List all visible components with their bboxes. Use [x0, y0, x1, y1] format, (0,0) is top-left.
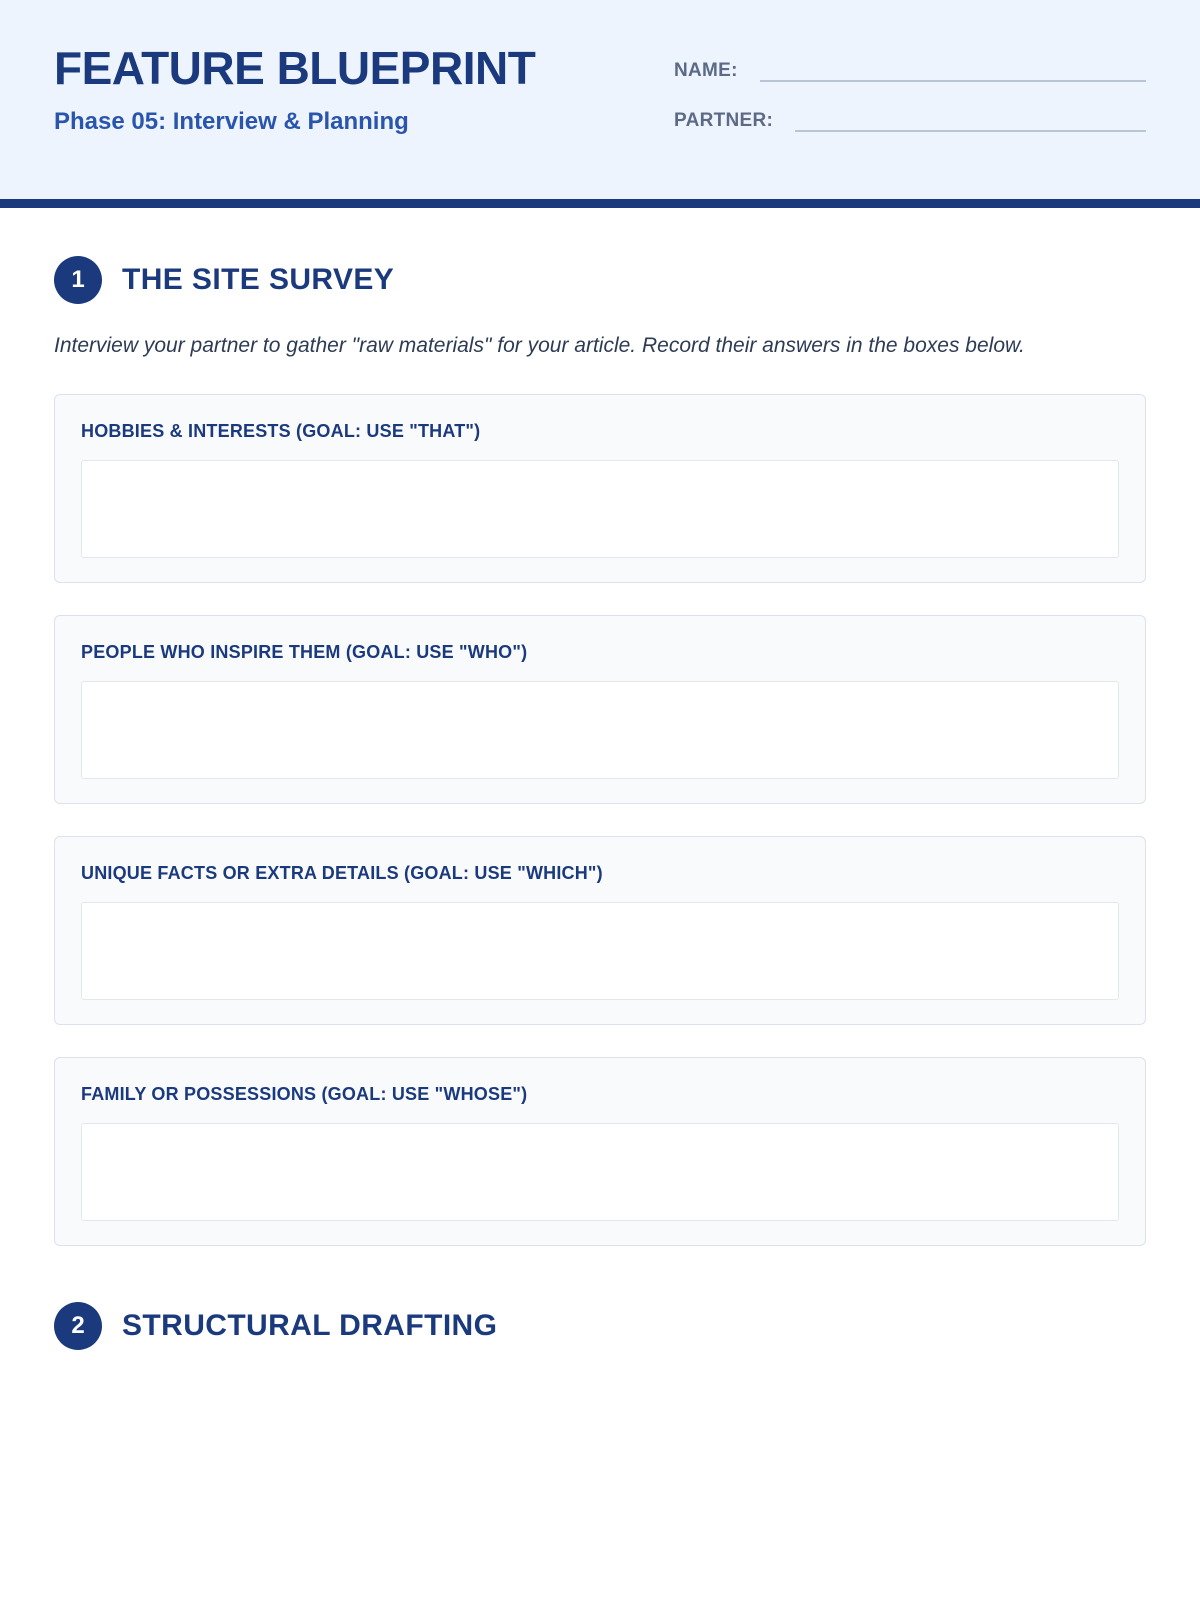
page-subtitle: Phase 05: Interview & Planning: [54, 108, 409, 136]
section-header-site-survey: [54, 256, 1146, 304]
header-field-group: [674, 44, 1146, 158]
name-field-row: [674, 58, 1146, 82]
document-body: [0, 256, 1200, 1350]
prompt-label: PEOPLE WHO INSPIRE THEM (GOAL: USE "WHO"): [81, 641, 528, 662]
name-input[interactable]: [760, 58, 1146, 82]
answer-input-unique-facts[interactable]: [81, 902, 1119, 1000]
answer-input-hobbies[interactable]: [81, 460, 1119, 558]
header-titles: [54, 44, 674, 136]
document-header: [0, 0, 1200, 208]
prompt-label: FAMILY OR POSSESSIONS (GOAL: USE "WHOSE"): [81, 1083, 528, 1104]
answer-input-inspiring-people[interactable]: [81, 681, 1119, 779]
partner-field-label: PARTNER:: [674, 110, 774, 131]
section-description: Interview your partner to gather "raw materials" for your article. Record their answers in the boxes below.: [54, 334, 1025, 357]
name-field-label: NAME:: [674, 60, 738, 81]
prompt-card-unique-facts: [54, 836, 1146, 1025]
step-number-badge: 2: [54, 1302, 102, 1350]
partner-field-row: [674, 108, 1146, 132]
section-header-structural-drafting: [54, 1302, 1146, 1350]
answer-input-family-possessions[interactable]: [81, 1123, 1119, 1221]
header-divider: [0, 199, 1200, 208]
section-title-site-survey: THE SITE SURVEY: [122, 263, 395, 296]
page-title: FEATURE BLUEPRINT: [54, 42, 536, 94]
prompt-card-family-possessions: [54, 1057, 1146, 1246]
partner-input[interactable]: [795, 108, 1146, 132]
step-number-badge: 1: [54, 256, 102, 304]
prompt-card-inspiring-people: [54, 615, 1146, 804]
prompt-label: HOBBIES & INTERESTS (GOAL: USE "THAT"): [81, 420, 481, 441]
prompt-card-hobbies: [54, 394, 1146, 583]
prompt-label: UNIQUE FACTS OR EXTRA DETAILS (GOAL: USE "WHICH"): [81, 862, 603, 883]
section-title-structural-drafting: STRUCTURAL DRAFTING: [122, 1308, 498, 1342]
